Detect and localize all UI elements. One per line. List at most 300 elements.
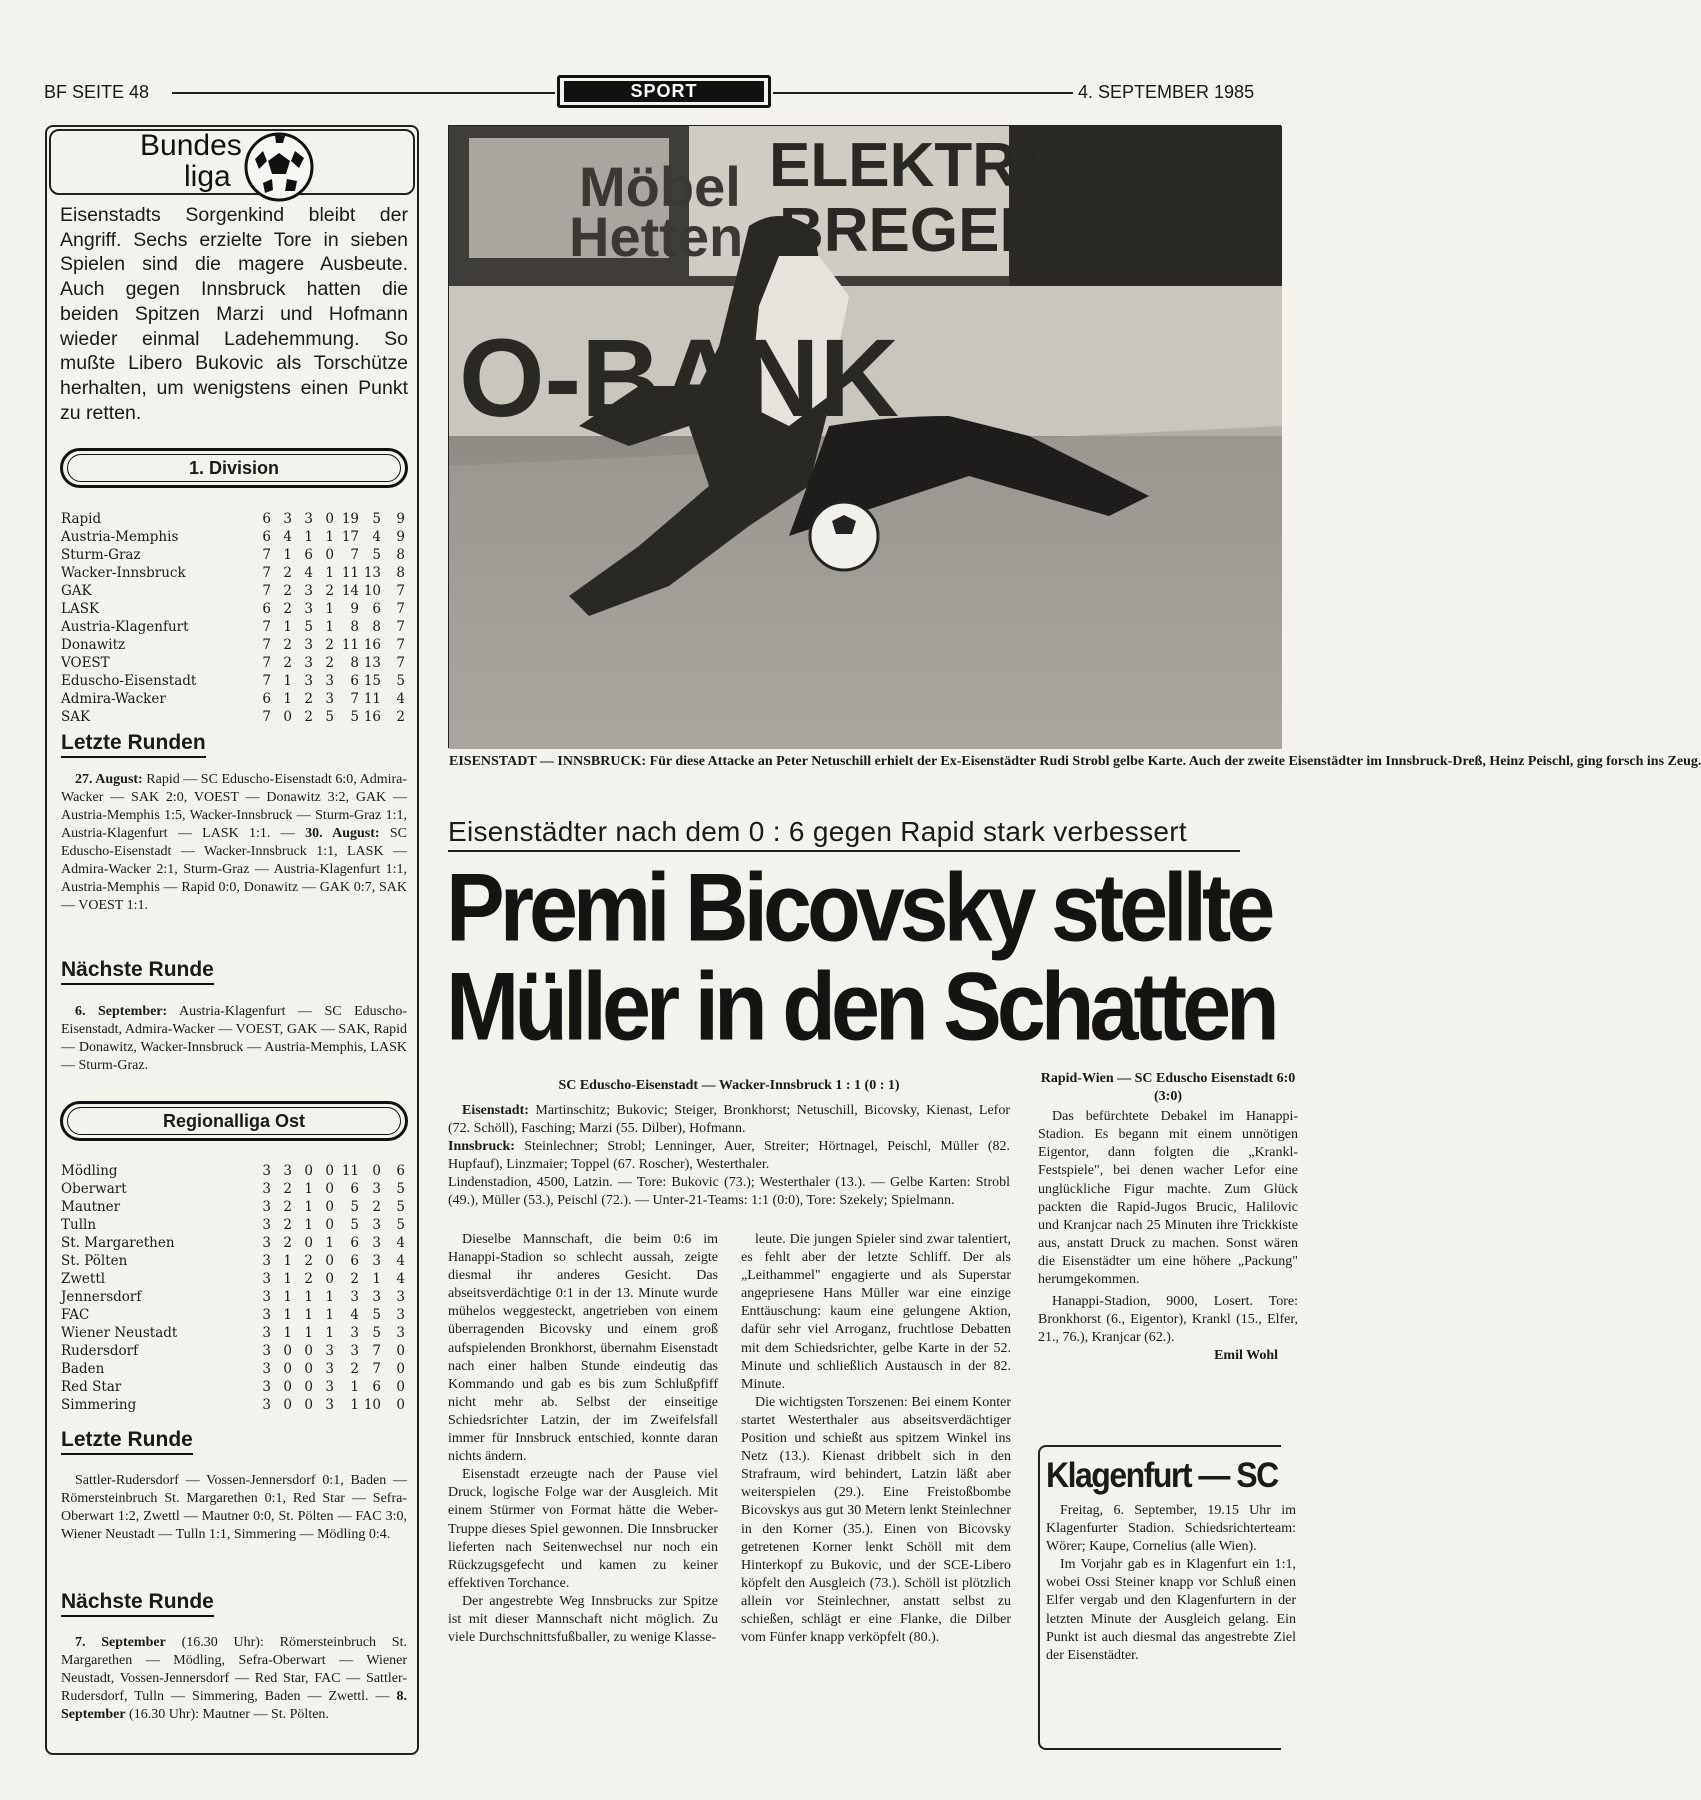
article-paragraph: Eisenstadt erzeugte nach der Pause viel Druck, logische Folge war der Ausgleich. Mit einem Stürmer von Format hätte die Weber-Truppe dieses Spiel gewonnen. Die Innsbrucker lieferten nach Seitenwechsel nur noch ein Rückzugsgefecht und kamen zu keiner effektiven Torchance. bbox=[448, 1467, 718, 1591]
intro-text: Eisenstadts Sorgenkind bleibt der Angriff. Sechs erzielte Tore in sieben Spielen sind die magere Ausbeute. Auch gegen Innsbruck hatten die beiden Spitzen Marzi und Hofmann wieder einmal Ladehemmung. So mußte Libero Bukovic als Torschütze herhalten, um wenigstens einen Punkt zu retten. bbox=[60, 204, 408, 424]
stat-cell: 0 bbox=[283, 1397, 292, 1413]
stat-cell: 1 bbox=[325, 1289, 334, 1305]
stat-cell: 8 bbox=[396, 565, 405, 581]
banner-text: Hetten bbox=[569, 205, 744, 268]
regional-next-title: Nächste Runde bbox=[61, 1590, 214, 1617]
team-name: Sturm-Graz bbox=[61, 547, 141, 563]
table-row bbox=[61, 564, 411, 582]
stat-cell: 5 bbox=[396, 1217, 405, 1233]
lineup-text: Steinlechner; Strobl; Lenninger, Auer, Streiter; Hörtnagel, Peischl, Müller (82. Hupfauf), Linzmaier; Toppel (67. Roscher), Westerthaler. bbox=[448, 1139, 1010, 1173]
stat-cell: 6 bbox=[262, 511, 271, 527]
stat-cell: 7 bbox=[262, 583, 271, 599]
stat-cell: 7 bbox=[262, 637, 271, 653]
table-row bbox=[61, 546, 411, 564]
stat-cell: 8 bbox=[350, 619, 359, 635]
stat-cell: 3 bbox=[262, 1181, 271, 1197]
stat-cell: 6 bbox=[396, 1163, 405, 1179]
stat-cell: 2 bbox=[350, 1271, 359, 1287]
stat-cell: 0 bbox=[325, 1217, 334, 1233]
stat-cell: 1 bbox=[325, 1325, 334, 1341]
team-name: St. Pölten bbox=[61, 1253, 128, 1269]
stat-cell: 13 bbox=[363, 565, 381, 581]
team-name: Jennersdorf bbox=[61, 1289, 142, 1305]
team-name: Rapid bbox=[61, 511, 102, 527]
stat-cell: 3 bbox=[350, 1343, 359, 1359]
stat-cell: 3 bbox=[325, 1343, 334, 1359]
stat-cell: 0 bbox=[304, 1379, 313, 1395]
stat-cell: 5 bbox=[304, 619, 313, 635]
team-name: Austria-Memphis bbox=[61, 529, 179, 545]
stat-cell: 6 bbox=[304, 547, 313, 563]
stat-cell: 3 bbox=[262, 1271, 271, 1287]
stat-cell: 2 bbox=[325, 655, 334, 671]
table-row bbox=[61, 708, 411, 726]
article-paragraph: Der angestrebte Weg Innsbrucks zur Spitze ist mit dieser Mannschaft nicht möglich. Zu viele Durchschnittsfußballer, zu wenige Klasse- bbox=[448, 1593, 718, 1646]
table-row bbox=[61, 636, 411, 654]
article-kicker: Eisenstädter nach dem 0 : 6 gegen Rapid stark verbessert bbox=[448, 816, 1187, 847]
match-photo bbox=[448, 125, 1281, 748]
stat-cell: 5 bbox=[325, 709, 334, 725]
stat-cell: 2 bbox=[325, 583, 334, 599]
stat-cell: 2 bbox=[396, 709, 405, 725]
stat-cell: 3 bbox=[304, 655, 313, 671]
stat-cell: 4 bbox=[396, 691, 405, 707]
stat-cell: 5 bbox=[372, 1307, 381, 1323]
division-1-heading bbox=[60, 448, 408, 488]
stat-cell: 0 bbox=[304, 1235, 313, 1251]
banner-text: BREGENZ bbox=[779, 196, 1083, 265]
table-row bbox=[61, 654, 411, 672]
section-label bbox=[557, 75, 771, 108]
banner-text: O-BANK bbox=[459, 317, 899, 440]
division-1-next-title: Nächste Runde bbox=[61, 958, 214, 985]
stat-cell: 0 bbox=[325, 1199, 334, 1215]
stat-cell: 3 bbox=[262, 1361, 271, 1377]
stat-cell: 2 bbox=[304, 1253, 313, 1269]
stat-cell: 0 bbox=[304, 1361, 313, 1377]
stat-cell: 1 bbox=[304, 529, 313, 545]
stat-cell: 3 bbox=[396, 1307, 405, 1323]
side-author: Emil Wohl bbox=[1214, 1348, 1278, 1364]
stat-cell: 3 bbox=[283, 1163, 292, 1179]
stat-cell: 0 bbox=[283, 1343, 292, 1359]
team-label: Eisenstadt: bbox=[462, 1103, 529, 1118]
team-name: FAC bbox=[61, 1307, 90, 1323]
stat-cell: 9 bbox=[350, 601, 359, 617]
regional-last-title: Letzte Runde bbox=[61, 1428, 193, 1455]
stat-cell: 5 bbox=[396, 1199, 405, 1215]
stat-cell: 2 bbox=[283, 1235, 292, 1251]
division-1-table bbox=[61, 510, 411, 726]
stat-cell: 10 bbox=[363, 1397, 381, 1413]
section-label-text: SPORT bbox=[564, 81, 764, 102]
stat-cell: 5 bbox=[372, 511, 381, 527]
stat-cell: 0 bbox=[304, 1163, 313, 1179]
date-lead: 30. August: bbox=[305, 826, 380, 841]
fixtures-text: (16.30 Uhr): Mautner — St. Pölten. bbox=[125, 1707, 329, 1722]
stat-cell: 3 bbox=[262, 1343, 271, 1359]
page-number: BF SEITE 48 bbox=[44, 82, 150, 102]
stat-cell: 5 bbox=[372, 547, 381, 563]
stat-cell: 16 bbox=[363, 709, 381, 725]
stat-cell: 0 bbox=[325, 1163, 334, 1179]
division-1-last-title: Letzte Runden bbox=[61, 731, 206, 758]
match-title: SC Eduscho-Eisenstadt — Wacker-Innsbruck 1 : 1 (0 : 1) bbox=[558, 1078, 900, 1093]
stat-cell: 0 bbox=[304, 1397, 313, 1413]
stat-cell: 3 bbox=[262, 1217, 271, 1233]
stat-cell: 5 bbox=[396, 1181, 405, 1197]
stat-cell: 3 bbox=[350, 1289, 359, 1305]
table-row bbox=[61, 582, 411, 600]
stat-cell: 1 bbox=[350, 1397, 359, 1413]
klagenfurt-title: Klagenfurt — SC bbox=[1046, 1455, 1278, 1495]
side-article bbox=[1038, 1070, 1298, 1435]
side-stats: Hanappi-Stadion, 9000, Losert. Tore: Bronkhorst (6., Eigentor), Krankl (15., Elfer, 21., 76.), Kranjcar (62.). bbox=[1038, 1294, 1298, 1346]
division-1-title: 1. Division bbox=[67, 454, 401, 482]
stat-cell: 3 bbox=[262, 1235, 271, 1251]
stat-cell: 8 bbox=[372, 619, 381, 635]
table-row bbox=[61, 1162, 411, 1180]
table-row bbox=[61, 1396, 411, 1414]
table-row bbox=[61, 1180, 411, 1198]
stat-cell: 2 bbox=[283, 1217, 292, 1233]
stat-cell: 2 bbox=[372, 1199, 381, 1215]
stat-cell: 8 bbox=[350, 655, 359, 671]
klagenfurt-content bbox=[1046, 1455, 1296, 1745]
side-title: Rapid-Wien — SC Eduscho Eisenstadt 6:0 (3:0) bbox=[1040, 1071, 1296, 1105]
stat-cell: 4 bbox=[396, 1271, 405, 1287]
team-name: Mautner bbox=[61, 1199, 121, 1215]
division-1-next-heading bbox=[61, 958, 214, 985]
stat-cell: 1 bbox=[325, 565, 334, 581]
stat-cell: 0 bbox=[396, 1361, 405, 1377]
stat-cell: 1 bbox=[304, 1199, 313, 1215]
team-name: Oberwart bbox=[61, 1181, 127, 1197]
bundesliga-logo bbox=[140, 130, 242, 192]
soccer-ball-icon bbox=[243, 131, 315, 203]
stat-cell: 1 bbox=[283, 1253, 292, 1269]
stat-cell: 1 bbox=[283, 673, 292, 689]
stat-cell: 6 bbox=[350, 673, 359, 689]
stat-cell: 2 bbox=[350, 1361, 359, 1377]
date-lead: 8. September bbox=[61, 1689, 407, 1722]
stat-cell: 6 bbox=[372, 601, 381, 617]
klagenfurt-body-2: Im Vorjahr gab es in Klagenfurt ein 1:1, wobei Ossi Steiner knapp vor Schluß einen Elfer vergab und den Klagenfurtern in der letzten Minute der Ausgleich gelang. Ein Punkt ist auch diesmal das angestrebte Ziel der Eisenstädter. bbox=[1046, 1557, 1296, 1663]
stat-cell: 1 bbox=[325, 1235, 334, 1251]
stat-cell: 3 bbox=[262, 1289, 271, 1305]
regional-table bbox=[61, 1162, 411, 1414]
stat-cell: 3 bbox=[325, 673, 334, 689]
stat-cell: 2 bbox=[283, 565, 292, 581]
stat-cell: 7 bbox=[396, 655, 405, 671]
stat-cell: 0 bbox=[283, 1361, 292, 1377]
stat-cell: 3 bbox=[325, 691, 334, 707]
regional-title: Regionalliga Ost bbox=[67, 1107, 401, 1135]
stat-cell: 11 bbox=[341, 1163, 359, 1179]
stat-cell: 1 bbox=[304, 1307, 313, 1323]
stat-cell: 5 bbox=[350, 1199, 359, 1215]
stat-cell: 3 bbox=[325, 1379, 334, 1395]
stat-cell: 1 bbox=[283, 1271, 292, 1287]
stat-cell: 0 bbox=[283, 1379, 292, 1395]
team-name: LASK bbox=[61, 601, 100, 617]
banner-text: ELEKTRA bbox=[769, 131, 1062, 200]
regional-next-heading bbox=[61, 1590, 214, 1617]
stat-cell: 2 bbox=[304, 691, 313, 707]
stat-cell: 0 bbox=[283, 709, 292, 725]
stat-cell: 7 bbox=[396, 583, 405, 599]
logo-word-2: liga bbox=[184, 160, 231, 193]
table-row bbox=[61, 1306, 411, 1324]
stat-cell: 3 bbox=[304, 583, 313, 599]
team-name: Tulln bbox=[61, 1217, 97, 1233]
stat-cell: 8 bbox=[396, 547, 405, 563]
table-row bbox=[61, 1342, 411, 1360]
table-row bbox=[61, 1288, 411, 1306]
division-1-last-heading bbox=[61, 731, 206, 758]
team-name: GAK bbox=[61, 583, 92, 599]
stat-cell: 3 bbox=[372, 1289, 381, 1305]
stat-cell: 3 bbox=[262, 1163, 271, 1179]
stat-cell: 3 bbox=[372, 1217, 381, 1233]
stat-cell: 0 bbox=[396, 1397, 405, 1413]
headline-line-2: Müller in den Schatten bbox=[446, 951, 1275, 1061]
regional-next-fixtures bbox=[61, 1634, 407, 1724]
table-row bbox=[61, 1252, 411, 1270]
results-text: SC Eduscho-Eisenstadt — Wacker-Innsbruck 1:1, LASK — Admira-Wacker 2:1, Sturm-Graz — Austria-Klagenfurt 1:1, Austria-Memphis — Rapid 0:0, Donawitz — GAK 0:7, SAK — VOEST 1:1. bbox=[61, 826, 408, 913]
team-label: Innsbruck: bbox=[448, 1139, 515, 1155]
stat-cell: 7 bbox=[262, 709, 271, 725]
team-name: Rudersdorf bbox=[61, 1343, 139, 1359]
stat-cell: 3 bbox=[396, 1289, 405, 1305]
table-row bbox=[61, 510, 411, 528]
stat-cell: 1 bbox=[283, 547, 292, 563]
table-row bbox=[61, 1234, 411, 1252]
stat-cell: 13 bbox=[363, 655, 381, 671]
stat-cell: 2 bbox=[304, 709, 313, 725]
stat-cell: 2 bbox=[304, 1271, 313, 1287]
stat-cell: 5 bbox=[372, 1325, 381, 1341]
team-name: SAK bbox=[61, 709, 91, 725]
stat-cell: 7 bbox=[372, 1343, 381, 1359]
fixtures-text: Austria-Klagenfurt — SC Eduscho-Eisenstadt, Admira-Wacker — VOEST, GAK — SAK, Rapid — Donawitz, Wacker-Innsbruck — Austria-Memphis, LASK — Sturm-Graz. bbox=[61, 1004, 408, 1073]
stat-cell: 6 bbox=[350, 1253, 359, 1269]
stat-cell: 2 bbox=[325, 637, 334, 653]
team-name: Zwettl bbox=[61, 1271, 106, 1287]
stat-cell: 3 bbox=[325, 1397, 334, 1413]
stat-cell: 15 bbox=[363, 673, 381, 689]
stat-cell: 7 bbox=[262, 619, 271, 635]
stat-cell: 0 bbox=[372, 1163, 381, 1179]
stat-cell: 3 bbox=[304, 601, 313, 617]
stat-cell: 16 bbox=[363, 637, 381, 653]
venue-text: Lindenstadion, 4500, Latzin. — Tore: Bukovic (73.); Westerthaler (13.). — Gelbe Karten: Strobl (49.), Müller (53.), Peischl (72.). — Unter-21-Teams: 1:1 (0:0), Tore: Szekely; Spielmann. bbox=[448, 1175, 1010, 1209]
photo-caption: EISENSTADT — INNSBRUCK: Für diese Attacke an Peter Netuschill erhielt der Ex-Eisenstädter Rudi Strobl gelbe Karte. Auch der zweite Eisenstädter im Innsbruck-Dreß, Heinz Peischl, ging forsch ins Zeug. bbox=[449, 754, 1701, 769]
date-lead: 7. September bbox=[75, 1635, 166, 1650]
stat-cell: 0 bbox=[325, 511, 334, 527]
regional-last-results: Sattler-Rudersdorf — Vossen-Jennersdorf 0:1, Baden — Römersteinbruch St. Margarethen 0:1, Red Star — Sefra-Oberwart 1:2, Zwettl — Mautner 0:0, St. Pölten — FAC 3:0, Wiener Neustadt — Tulln 1:1, Simmering — Mödling 0:4. bbox=[61, 1473, 407, 1542]
stat-cell: 1 bbox=[283, 691, 292, 707]
table-row bbox=[61, 618, 411, 636]
stat-cell: 6 bbox=[350, 1181, 359, 1197]
stat-cell: 1 bbox=[372, 1271, 381, 1287]
stat-cell: 11 bbox=[341, 637, 359, 653]
stat-cell: 7 bbox=[262, 547, 271, 563]
stat-cell: 2 bbox=[283, 601, 292, 617]
match-photo-image bbox=[449, 126, 1282, 749]
team-name: Wacker-Innsbruck bbox=[61, 565, 186, 581]
team-name: Simmering bbox=[61, 1397, 137, 1413]
stat-cell: 3 bbox=[262, 1325, 271, 1341]
stat-cell: 5 bbox=[396, 673, 405, 689]
stat-cell: 1 bbox=[283, 1289, 292, 1305]
stat-cell: 0 bbox=[396, 1343, 405, 1359]
stat-cell: 0 bbox=[325, 1271, 334, 1287]
stat-cell: 17 bbox=[341, 529, 359, 545]
regional-last-heading bbox=[61, 1428, 193, 1455]
stat-cell: 6 bbox=[262, 601, 271, 617]
stat-cell: 7 bbox=[262, 655, 271, 671]
stat-cell: 3 bbox=[325, 1361, 334, 1377]
stat-cell: 7 bbox=[350, 547, 359, 563]
stat-cell: 9 bbox=[396, 529, 405, 545]
stat-cell: 3 bbox=[262, 1307, 271, 1323]
stat-cell: 6 bbox=[262, 691, 271, 707]
table-row bbox=[61, 1216, 411, 1234]
headline-block bbox=[446, 852, 1281, 1061]
team-name: Austria-Klagenfurt bbox=[61, 619, 189, 635]
headline-line-1: Premi Bicovsky stellte bbox=[446, 852, 1271, 962]
stat-cell: 7 bbox=[350, 691, 359, 707]
team-name: Eduscho-Eisenstadt bbox=[61, 673, 197, 689]
stat-cell: 1 bbox=[304, 1289, 313, 1305]
article-paragraph: leute. Die jungen Spieler sind zwar talentiert, es fehlt aber der letzte Schliff. Der als „Leithammel" engagierte und als Superstar angepriesene Hans Müller war eine einzige Enttäuschung: kaum eine gelungene Aktion, dafür sehr viel Arroganz, fruchtlose Debatten mit dem Schiedsrichter, gelbe Karte in der 52. Minute und schließlich Austausch in der 82. Minute. bbox=[741, 1232, 1011, 1392]
team-name: Admira-Wacker bbox=[61, 691, 166, 707]
article-paragraph: Die wichtigsten Torszenen: Bei einem Konter startet Westerthaler aus abseitsverdächtiger Position und schießt aus spitzem Winkel ins Netz (13.). Kienast dribbelt sich in den Strafraum, wird behindert, Latzin läßt aber weiterspielen (29.). Eine Freistoßbombe Bicovskys aus gut 30 Metern lenkt Steinlechner in den Korner (35.). Einen von Bicovsky getretenen Korner lenkt Schöll mit dem Hinterkopf zu Bukovic, und der SCE-Libero köpfelt den Ausgleich (73.). Schöll ist plötzlich allein vor Steinlechner, anstatt selbst zu schießen, schlägt er eine Flanke, die Dilber vom Fünfer knapp verköpfelt (80.). bbox=[741, 1394, 1011, 1646]
stat-cell: 10 bbox=[363, 583, 381, 599]
stat-cell: 3 bbox=[372, 1253, 381, 1269]
table-row bbox=[61, 528, 411, 546]
stat-cell: 6 bbox=[262, 529, 271, 545]
article-column-1 bbox=[448, 1231, 718, 1647]
team-name: Wiener Neustadt bbox=[61, 1325, 178, 1341]
stat-cell: 3 bbox=[262, 1379, 271, 1395]
regional-heading bbox=[60, 1101, 408, 1141]
table-row bbox=[61, 600, 411, 618]
stat-cell: 1 bbox=[304, 1325, 313, 1341]
article-paragraph: Dieselbe Mannschaft, die beim 0:6 im Hanappi-Stadion so schlecht aussah, zeigte diesmal ihr anderes Gesicht. Das abseitsverdächtige 0:1 in der 13. Minute wurde mühelos weggesteckt, angetrieben von einem überragenden Bicovsky und einem groß aufspielenden Bronkhorst, übernahm Eisenstadt nach einer halben Stunde eindeutig das Kommando und gab es bis zum Schlußpfiff nicht mehr ab. Selbst der einseitige Schiedsrichter Latzin, der im Zweifelsfall immer für Innsbruck entschied, konnte daran nichts ändern. bbox=[448, 1232, 718, 1465]
stat-cell: 1 bbox=[325, 529, 334, 545]
stat-cell: 0 bbox=[325, 1253, 334, 1269]
division-1-last-results bbox=[61, 771, 407, 915]
table-row bbox=[61, 672, 411, 690]
team-name: Red Star bbox=[61, 1379, 122, 1395]
team-name: VOEST bbox=[61, 655, 110, 671]
header-rule-left bbox=[172, 92, 555, 94]
team-name: Mödling bbox=[61, 1163, 118, 1179]
stat-cell: 0 bbox=[325, 1181, 334, 1197]
stat-cell: 7 bbox=[396, 601, 405, 617]
table-row bbox=[61, 1270, 411, 1288]
division-1-next-fixtures bbox=[61, 1003, 407, 1075]
banner-text: Möbel bbox=[579, 155, 741, 218]
stat-cell: 2 bbox=[283, 655, 292, 671]
stat-cell: 5 bbox=[350, 1217, 359, 1233]
stat-cell: 19 bbox=[341, 511, 359, 527]
stat-cell: 11 bbox=[363, 691, 381, 707]
stat-cell: 2 bbox=[283, 1199, 292, 1215]
stat-cell: 6 bbox=[350, 1235, 359, 1251]
stat-cell: 0 bbox=[304, 1343, 313, 1359]
table-row bbox=[61, 1360, 411, 1378]
lineups bbox=[448, 1102, 1010, 1211]
header-rule-right bbox=[773, 92, 1073, 94]
stat-cell: 6 bbox=[372, 1379, 381, 1395]
stat-cell: 4 bbox=[396, 1253, 405, 1269]
results-text: Rapid — SC Eduscho-Eisenstadt 6:0, Admira-Wacker — SAK 2:0, VOEST — Donawitz 3:2, GAK — Austria-Memphis 1:5, Wacker-Innsbruck — Sturm-Graz 1:1, Austria-Klagenfurt — LASK 1:1. — bbox=[61, 772, 408, 841]
team-name: Donawitz bbox=[61, 637, 126, 653]
stat-cell: 4 bbox=[283, 529, 292, 545]
stat-cell: 5 bbox=[350, 709, 359, 725]
issue-date: 4. SEPTEMBER 1985 bbox=[1078, 82, 1255, 102]
logo-word-1: Bundes bbox=[140, 129, 242, 162]
team-name: St. Margarethen bbox=[61, 1235, 175, 1251]
stat-cell: 1 bbox=[283, 1325, 292, 1341]
stat-cell: 4 bbox=[396, 1235, 405, 1251]
date-lead: 6. September: bbox=[75, 1004, 168, 1019]
stat-cell: 2 bbox=[283, 583, 292, 599]
stat-cell: 3 bbox=[304, 511, 313, 527]
stat-cell: 1 bbox=[350, 1379, 359, 1395]
stat-cell: 3 bbox=[350, 1325, 359, 1341]
stat-cell: 4 bbox=[372, 529, 381, 545]
stat-cell: 4 bbox=[350, 1307, 359, 1323]
table-row bbox=[61, 1198, 411, 1216]
stat-cell: 11 bbox=[341, 565, 359, 581]
stat-cell: 1 bbox=[283, 1307, 292, 1323]
stat-cell: 3 bbox=[262, 1253, 271, 1269]
stat-cell: 1 bbox=[325, 1307, 334, 1323]
team-name: Baden bbox=[61, 1361, 105, 1377]
klagenfurt-body-1: Freitag, 6. September, 19.15 Uhr im Klagenfurter Stadion. Schiedsrichterteam: Wörer; Kaupe, Cornelius (alle Wien). bbox=[1046, 1503, 1296, 1555]
stat-cell: 3 bbox=[262, 1199, 271, 1215]
stat-cell: 3 bbox=[396, 1325, 405, 1341]
table-row bbox=[61, 1378, 411, 1396]
stat-cell: 7 bbox=[396, 637, 405, 653]
stat-cell: 3 bbox=[304, 673, 313, 689]
stat-cell: 7 bbox=[396, 619, 405, 635]
stat-cell: 7 bbox=[262, 673, 271, 689]
date-lead: 27. August: bbox=[75, 772, 143, 787]
fixtures-text: (16.30 Uhr): Römersteinbruch St. Margarethen — Mödling, Sefra-Oberwart — Wiener Neustadt, Vossen-Jennersdorf — Red Star, FAC — Sattler-Rudersdorf, Tulln — Simmering, Baden — Zwettl. — bbox=[61, 1635, 407, 1704]
side-body: Das befürchtete Debakel im Hanappi-Stadion. Es begann mit einem unnötigen Eigentor, dann folgten die „Krankl-Festspiele", bei denen wacher Lefor eine unglückliche Figur machte. Zum Glück packten die Rapid-Jugos Brucic, Halilovic und Kranjcar nach 25 Minuten ihre Trickkiste aus, anstatt Druck zu machen. Sonst wären die Eisenstädter um eine höhere „Packung" herumgekommen. bbox=[1038, 1109, 1298, 1288]
stat-cell: 3 bbox=[262, 1397, 271, 1413]
stat-cell: 7 bbox=[262, 565, 271, 581]
stat-cell: 3 bbox=[372, 1235, 381, 1251]
stat-cell: 1 bbox=[304, 1217, 313, 1233]
table-row bbox=[61, 690, 411, 708]
article-column-2 bbox=[741, 1231, 1011, 1647]
stat-cell: 0 bbox=[325, 547, 334, 563]
stat-cell: 1 bbox=[283, 619, 292, 635]
stat-cell: 4 bbox=[304, 565, 313, 581]
stat-cell: 2 bbox=[283, 637, 292, 653]
stat-cell: 3 bbox=[283, 511, 292, 527]
stat-cell: 3 bbox=[304, 637, 313, 653]
table-row bbox=[61, 1324, 411, 1342]
stat-cell: 3 bbox=[372, 1181, 381, 1197]
stat-cell: 7 bbox=[372, 1361, 381, 1377]
